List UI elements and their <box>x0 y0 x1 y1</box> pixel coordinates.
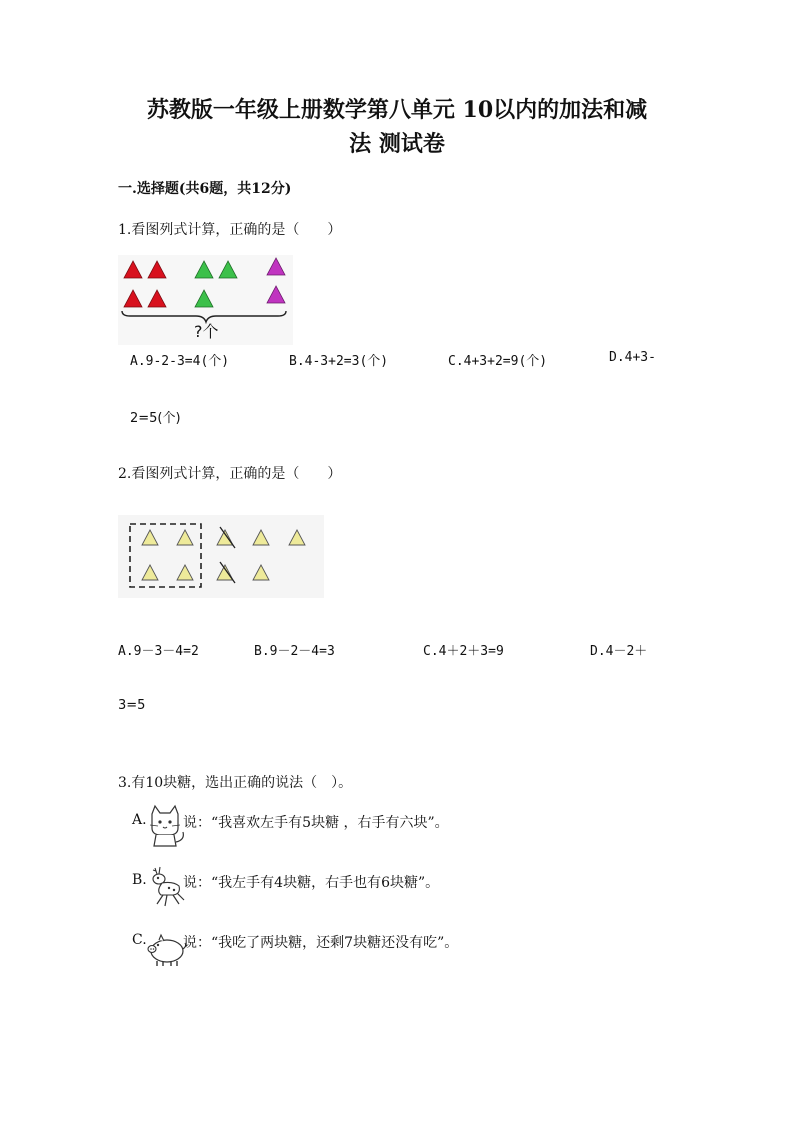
question-2-option-c[interactable]: C.4＋2＋3=9 <box>423 644 504 659</box>
question-3-option-b-letter[interactable]: B. <box>132 872 147 888</box>
figure-question-label: ?个 <box>194 322 219 341</box>
question-2-option-d-continued: 3=5 <box>118 698 146 713</box>
question-1-stem: 1.看图列式计算，正确的是（ ） <box>118 222 342 238</box>
question-1-option-b[interactable]: B.4-3+2=3(个) <box>289 354 389 369</box>
question-2-option-b[interactable]: B.9－2－4=3 <box>254 644 335 659</box>
question-3-option-b-text: 说：“我左手有4块糖，右手也有6块糖”。 <box>183 875 440 891</box>
question-2-stem: 2.看图列式计算，正确的是（ ） <box>118 466 342 482</box>
question-3-option-a-text: 说：“我喜欢左手有5块糖 ，右手有六块”。 <box>183 815 449 831</box>
page-title: 苏教版一年级上册数学第八单元 10以内的加法和减 <box>146 97 648 123</box>
question-3-option-a-letter[interactable]: A. <box>132 812 147 828</box>
section-heading: 一.选择题(共6题，共12分) <box>118 181 292 197</box>
question-1-option-d[interactable]: D.4+3- <box>609 350 656 365</box>
question-3-option-c-text: 说：“我吃了两块糖，还剩7块糖还没有吃”。 <box>183 935 459 951</box>
question-2-option-a[interactable]: A.9－3－4=2 <box>118 644 199 659</box>
question-2-option-d[interactable]: D.4－2＋ <box>590 644 648 659</box>
question-1-option-a[interactable]: A.9-2-3=4(个) <box>130 354 230 369</box>
page-title-continued: 法 测试卷 <box>349 131 445 157</box>
question-1-figure <box>118 255 293 345</box>
question-1-option-c[interactable]: C.4+3+2=9(个) <box>448 354 548 369</box>
question-3-option-c-letter[interactable]: C. <box>132 932 147 948</box>
question-2-figure <box>118 515 324 598</box>
question-1-option-d-continued: 2=5(个) <box>130 411 181 426</box>
question-3-stem: 3.有10块糖，选出正确的说法（ ）。 <box>118 775 353 791</box>
